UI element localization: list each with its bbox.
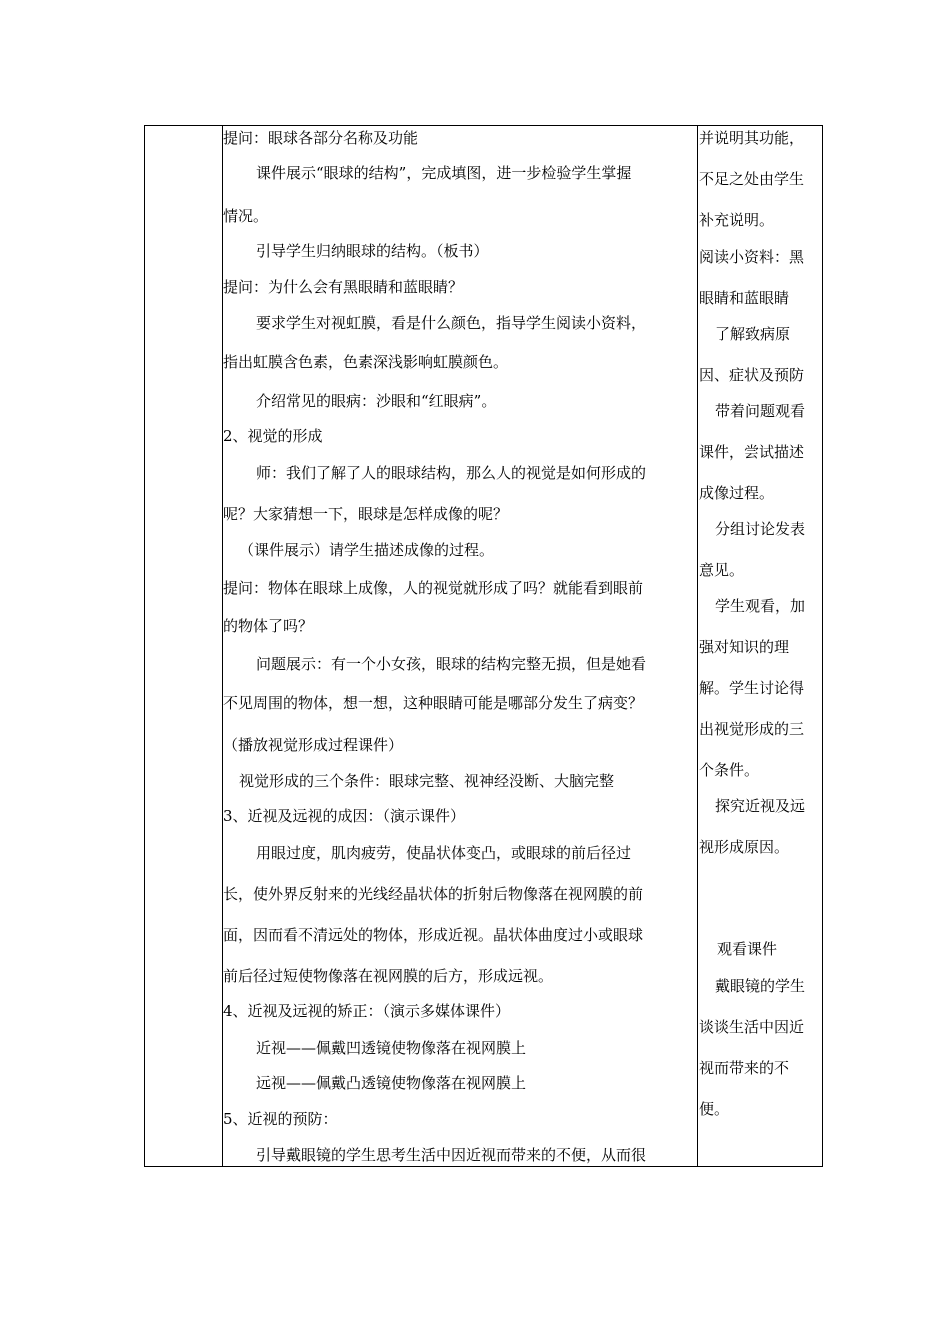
text-line: 介绍常见的眼病：沙眼和“红眼病”。 (256, 392, 497, 410)
text-line: 远视——佩戴凸透镜使物像落在视网膜上 (256, 1074, 527, 1092)
text-line: 情况。 (223, 207, 269, 225)
text-line: 提问：物体在眼球上成像，人的视觉就形成了吗？就能看到眼前 (223, 579, 644, 597)
teaching-process-cell (223, 126, 698, 1166)
text-line: 戴眼镜的学生 (715, 977, 806, 995)
text-line: 探究近视及远 (715, 797, 806, 815)
text-line: 便。 (699, 1100, 730, 1118)
text-line: 指出虹膜含色素，色素深浅影响虹膜颜色。 (223, 353, 509, 371)
student-activity-cell (698, 126, 822, 1166)
text-line: 师：我们了解了人的眼球结构，那么人的视觉是如何形成的 (256, 464, 647, 482)
text-line: 提问：眼球各部分名称及功能 (223, 129, 419, 147)
section-heading: 3、近视及远视的成因：（演示课件） (223, 807, 466, 825)
text-line: 意见。 (699, 561, 745, 579)
text-line: 眼睛和蓝眼睛 (699, 289, 790, 307)
text-line: 提问：为什么会有黑眼睛和蓝眼睛？ (223, 278, 464, 296)
text-line: 引导戴眼镜的学生思考生活中因近视而带来的不便，从而很 (256, 1146, 647, 1164)
text-line: 近视——佩戴凹透镜使物像落在视网膜上 (256, 1039, 527, 1057)
left-column-cell (145, 126, 223, 1166)
lesson-plan-table (144, 125, 823, 1167)
text-line: 强对知识的理 (699, 638, 790, 656)
text-line: 个条件。 (699, 761, 760, 779)
text-line: 的物体了吗？ (223, 617, 314, 635)
text-line: 带着问题观看 (715, 402, 806, 420)
text-line: 不足之处由学生 (699, 170, 805, 188)
text-line: 成像过程。 (699, 484, 775, 502)
text-line: 面，因而看不清远处的物体，形成近视。晶状体曲度过小或眼球 (223, 926, 644, 944)
text-line: 问题展示：有一个小女孩，眼球的结构完整无损，但是她看 (256, 655, 647, 673)
text-line: （课件展示）请学生描述成像的过程。 (239, 541, 495, 559)
text-line: 解。学生讨论得 (699, 679, 805, 697)
section-heading: 4、近视及远视的矫正：（演示多媒体课件） (223, 1002, 511, 1020)
text-line: 课件展示“眼球的结构”，完成填图，进一步检验学生掌握 (256, 164, 632, 182)
text-line: 长，使外界反射来的光线经晶状体的折射后物像落在视网膜的前 (223, 885, 644, 903)
text-line: 出视觉形成的三 (699, 720, 805, 738)
text-line: 视形成原因。 (699, 838, 790, 856)
text-line: 分组讨论发表 (715, 520, 806, 538)
text-line: 并说明其功能， (699, 129, 805, 147)
text-line: 谈谈生活中因近 (699, 1018, 805, 1036)
text-line: 不见周围的物体，想一想，这种眼睛可能是哪部分发生了病变？ (223, 694, 644, 712)
text-line: 视而带来的不 (699, 1059, 790, 1077)
text-line: 呢？大家猜想一下，眼球是怎样成像的呢？ (223, 505, 509, 523)
text-line: 课件，尝试描述 (699, 443, 805, 461)
text-line: 引导学生归纳眼球的结构。（板书） (256, 242, 489, 260)
text-line: （播放视觉形成过程课件） (223, 736, 404, 754)
text-line: 补充说明。 (699, 211, 775, 229)
text-line: 用眼过度，肌肉疲劳，使晶状体变凸，或眼球的前后径过 (256, 844, 632, 862)
text-line: 因、症状及预防 (699, 366, 805, 384)
text-line: 阅读小资料：黑 (699, 248, 805, 266)
text-line: 视觉形成的三个条件：眼球完整、视神经没断、大脑完整 (239, 772, 615, 790)
text-line: 了解致病原 (715, 325, 791, 343)
section-heading: 5、近视的预防： (223, 1110, 338, 1128)
text-line: 学生观看，加 (715, 597, 806, 615)
text-line: 观看课件 (717, 940, 778, 958)
text-line: 要求学生对视虹膜，看是什么颜色，指导学生阅读小资料， (256, 314, 647, 332)
section-heading: 2、视觉的形成 (223, 427, 323, 445)
text-line: 前后径过短使物像落在视网膜的后方，形成远视。 (223, 967, 554, 985)
